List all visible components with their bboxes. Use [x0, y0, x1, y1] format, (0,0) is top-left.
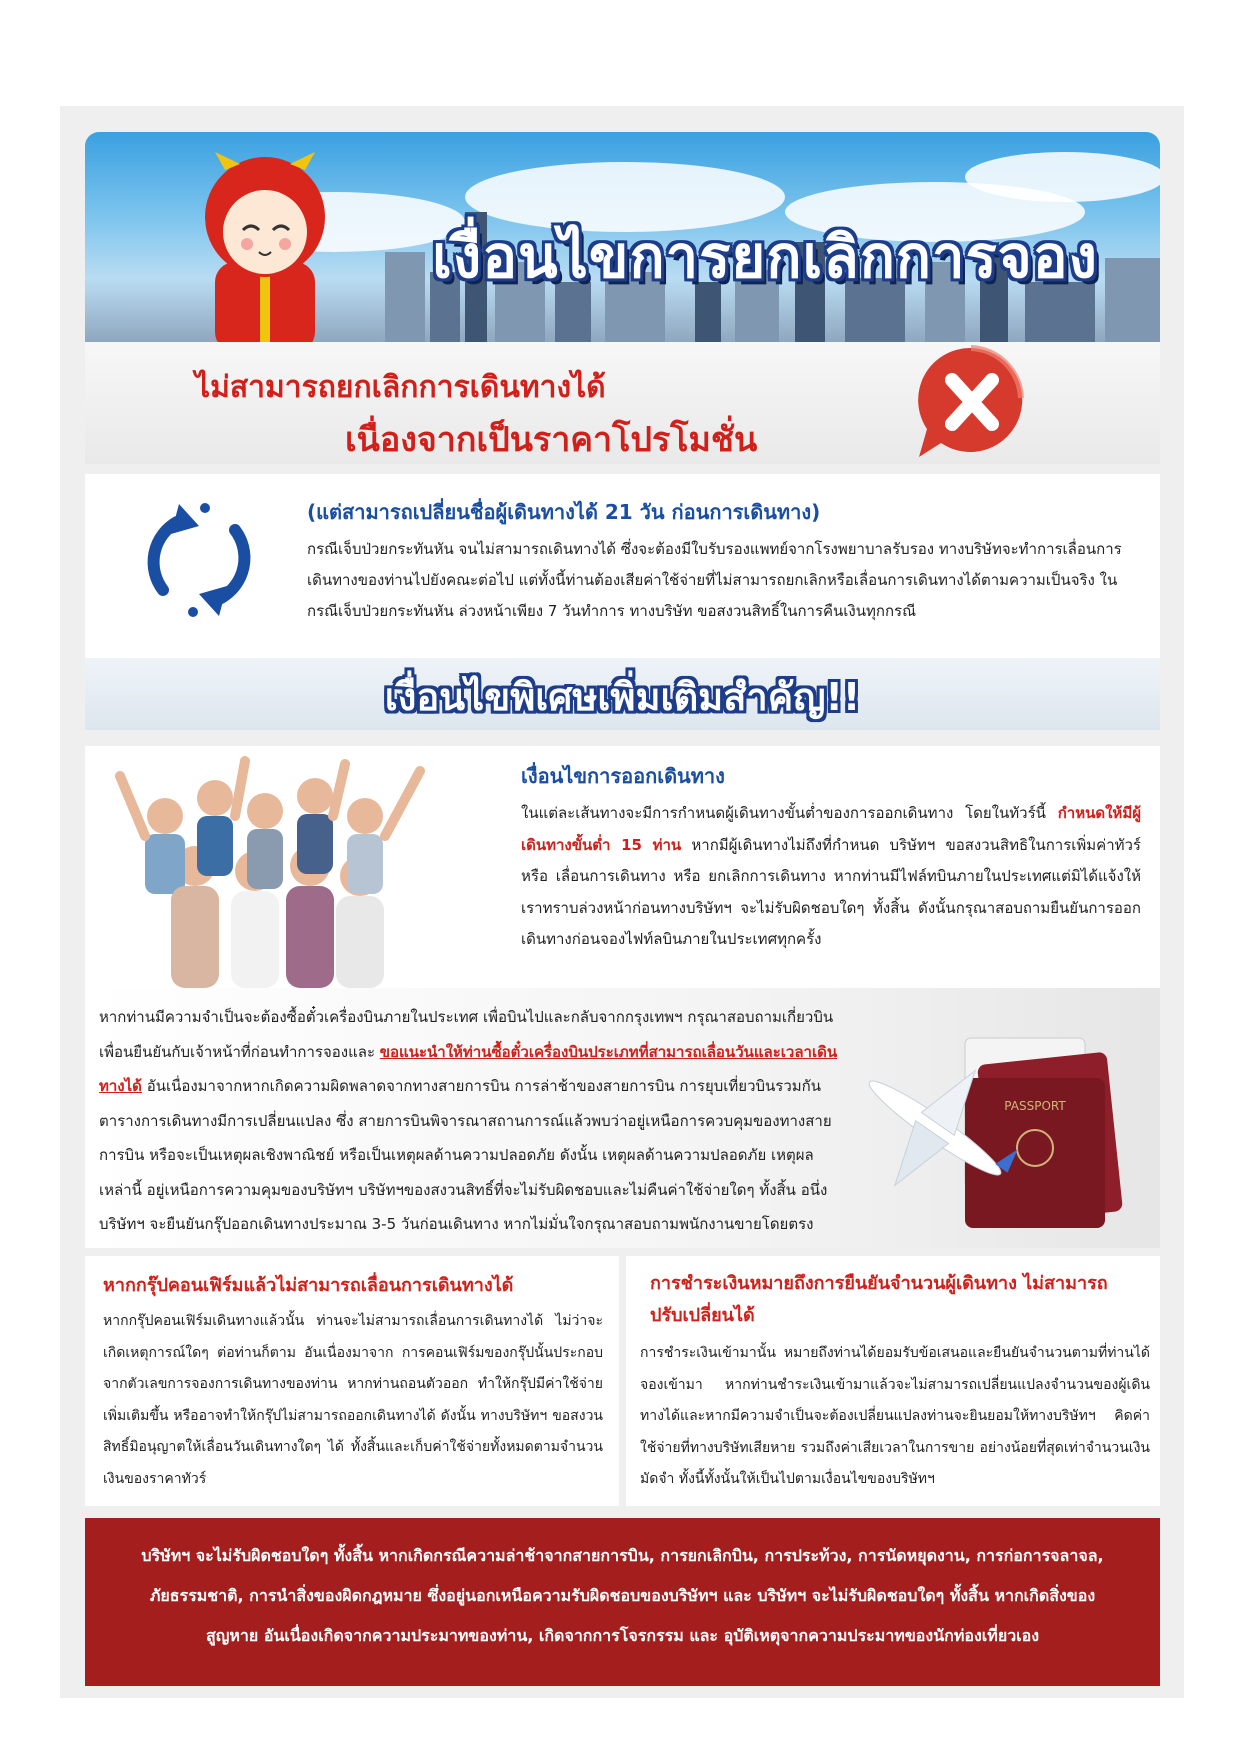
- domestic-body-post: อันเนื่องมาจากหากเกิดความผิดพลาดจากทางสายการบิน การล่าช้าของสายการบิน การยุบเที่ยวบินรวมกัน ตารางการเดินทางมีการเปลี่ยนแปลง ซึ่ง สายการบินพิจารณาสถานการณ์แล้วพบว่าอยู่เหนือการควบคุมของทางสายการบิน หรือจะเป็นเหตุผลเชิงพาณิชย์ หรือเป็นเหตุผลด้านความปลอดภัย ดังนั้น เหตุผลด้านความปลอดภัย เหตุผลเหล่านี้ อยู่เหนือการความคุมของบริษัทฯ บริษัทฯของสงวนสิทธิ์ที่จะไม่รับผิดชอบและไม่คืนค่าใช้จ่ายใดๆ ทั้งสิ้น อนึ่ง บริษัทฯ จะยืนยันกรุ๊ปออกเดินทางประมาณ 3-5 วันก่อนเดินทาง หากไม่มั่นใจกรุณาสอบถามพนักงานขายโดยตรง: [99, 1077, 832, 1233]
- page-title: เงื่อนไขการยกเลิกการจอง: [432, 223, 1098, 291]
- departure-heading: เงื่อนไขการออกเดินทาง: [521, 764, 725, 788]
- x-icon: [906, 338, 1036, 468]
- special-conditions-band: [85, 658, 1160, 730]
- header-banner: [85, 132, 1160, 342]
- departure-body-pre: ในแต่ละเส้นทางจะมีการกำหนดผู้เดินทางขั้นต่ำของการออกเดินทาง โดยในทัวร์นี้: [521, 804, 1058, 822]
- no-cancel-line-2: เนื่องจากเป็นราคาโปรโมชั่น: [345, 420, 758, 460]
- passport-label: PASSPORT: [1004, 1099, 1066, 1113]
- payment-body: การชำระเงินเข้ามานั้น หมายถึงท่านได้ยอมรับข้อเสนอและยืนยันจำนวนตามที่ท่านได้จองเข้ามา หากท่านชำระเงินเข้ามาแล้วจะไม่สามารถเปลี่ยนแปลงจำนวนของผู้เดินทางได้และหากมีความจำเป็นจะต้องเปลี่ยนแปลงท่านจะยินยอมให้ทางบริษัทฯ คิดค่าใช้จ่ายที่ทางบริษัทเสียหาย รวมถึงค่าเสียเวลาในการขาย อย่างน้อยที่สุดเท่าจำนวนเงินมัดจำ ทั้งนี้ทั้งนั้นให้เป็นไปตามเงื่อนไขของบริษัทฯ: [640, 1345, 1150, 1487]
- domestic-flight-body: [99, 1000, 839, 1242]
- name-change-heading: (แต่สามารถเปลี่ยนชื่อผู้เดินทางได้ 21 วัน ก่อนการเดินทาง): [307, 500, 821, 524]
- group-people-icon: [105, 756, 445, 988]
- confirmed-group-body: หากกรุ๊ปคอนเฟิร์มเดินทางแล้วนั้น ท่านจะไม่สามารถเลื่อนการเดินทางได้ ไม่ว่าจะเกิดเหตุการณ์ใดๆ ต่อท่านก็ตาม อันเนื่องมาจาก การคอนเฟิร์มของกรุ๊ปนั้นประกอบจากตัวเลขการจองการเดินทางของท่าน หากท่านถอนตัวออก ทำให้กรุ๊ปมีค่าใช้จ่ายเพิ่มเติมขึ้น หรืออาจทำให้กรุ๊ปไม่สามารถออกเดินทางได้ ดังนั้น ทางบริษัทฯ ขอสงวนสิทธิ์มิอนุญาตให้เลื่อนวันเดินทางใดๆ ได้ ทั้งสิ้นและเก็บค่าใช้จ่ายทั้งหมดตามจำนวนเงินของราคาทัวร์: [103, 1313, 603, 1487]
- payment-section: [626, 1256, 1160, 1506]
- departure-body-post: หากมีผู้เดินทางไม่ถึงที่กำหนด บริษัทฯ ขอสงวนสิทธิในการเพิ่มค่าทัวร์ หรือ เลื่อนการเดินทาง หรือ ยกเลิกการเดินทาง หากท่านมีไฟล์ทบินภายในประเทศแต่มิได้แจ้งให้เราทราบล่วงหน้าก่อนทางบริษัทฯ จะไม่รับผิดชอบใดๆ ทั้งสิ้น ดังนั้นกรุณาสอบถามยืนยันการออกเดินทางก่อนจองไฟท์ลบินภายในประเทศทุกครั้ง: [521, 835, 1141, 948]
- dragon-mascot-icon: [185, 152, 345, 342]
- domestic-body-emphasis: ขอแนะนำให้ท่านซื้อตั๋วเครื่องบินประเภทที่สามารถเลื่อนวันและเวลาเดินทางได้: [99, 1042, 838, 1095]
- disclaimer-footer: [85, 1518, 1160, 1686]
- refresh-cycle-icon: [133, 494, 265, 626]
- departure-section: [85, 746, 1160, 988]
- no-cancel-line-1: ไม่สามารถยกเลิกการเดินทางได้: [195, 370, 606, 405]
- domestic-flight-section: [85, 988, 1160, 1248]
- domestic-body-pre: หากท่านมีความจำเป็นจะต้องซื้อตั๋วเครื่องบินภายในประเทศ เพื่อบินไปและกลับจากกรุงเทพฯ กรุณาสอบถามเกี่ยวบินเพื่อนยืนยันกับเจ้าหน้าที่ก่อนทำการจองและ: [99, 1008, 834, 1061]
- special-conditions-title: เงื่อนไขพิเศษเพิ่มเติมสำคัญ!!: [384, 675, 861, 719]
- departure-body: [521, 798, 1141, 956]
- document-sheet: [60, 106, 1184, 1698]
- disclaimer-text: บริษัทฯ จะไม่รับผิดชอบใดๆ ทั้งสิ้น หากเกิดกรณีความล่าช้าจากสายการบิน, การยกเลิกบิน, การประท้วง, การนัดหยุดงาน, การก่อการจลาจล, ภัยธรรมชาติ, การนำสิ่งของผิดกฎหมาย ซึ่งอยู่นอกเหนือความรับผิดชอบของบริษัทฯ และ บริษัทฯ จะไม่รับผิดชอบใดๆ ทั้งสิ้น หากเกิดสิ่งของสูญหาย อันเนื่องเกิดจากความประมาทของท่าน, เกิดจากการโจรกรรม และ อุบัติเหตุจากความประมาทของนักท่องเที่ยวเอง: [141, 1546, 1104, 1645]
- payment-heading: การชำระเงินหมายถึงการยืนยันจำนวนผู้เดินทาง ไม่สามารถปรับเปลี่ยนได้: [650, 1273, 1108, 1326]
- departure-body-emphasis: กำหนดให้มีผู้เดินทางขั้นต่ำ 15 ท่าน: [521, 804, 1141, 854]
- name-change-section: [85, 474, 1160, 658]
- confirmed-group-heading: หากกรุ๊ปคอนเฟิร์มแล้วไม่สามารถเลื่อนการเดินทางได้: [103, 1275, 514, 1296]
- passport-airplane-icon: [855, 1018, 1155, 1228]
- name-change-body: กรณีเจ็บป่วยกระทันหัน จนไม่สามารถเดินทางได้ ซึ่งจะต้องมีใบรับรองแพทย์จากโรงพยาบาลรับรอง ทางบริษัทจะทำการเลื่อนการเดินทางของท่านไปยังคณะต่อไป แต่ทั้งนี้ท่านต้องเสียค่าใช้จ่ายที่ไม่สามารถยกเลิกหรือเลื่อนการเดินทางได้ตามความเป็นจริง ในกรณีเจ็บป่วยกระทันหัน ล่วงหน้าเพียง 7 วันทำการ ทางบริษัท ขอสงวนสิทธิ์ในการคืนเงินทุกกรณี: [307, 540, 1122, 620]
- confirmed-group-section: [85, 1256, 619, 1506]
